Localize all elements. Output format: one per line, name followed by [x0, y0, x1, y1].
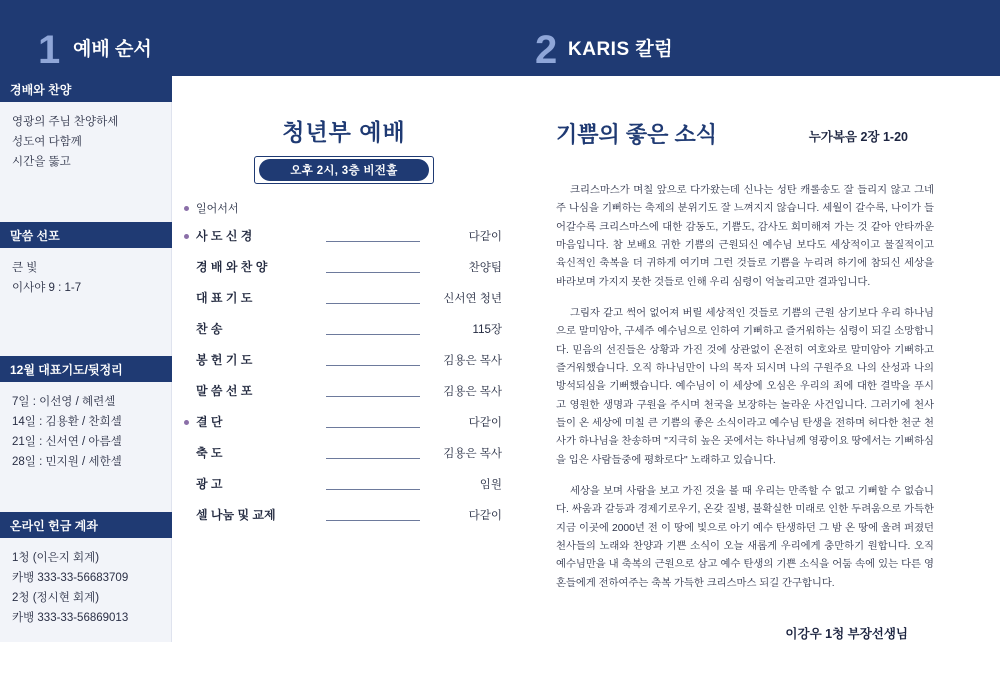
sidebar-line: 영광의 주님 찬양하세	[12, 116, 119, 128]
top-banner	[0, 0, 1000, 76]
leader-line	[326, 272, 420, 273]
leader-line	[326, 396, 420, 397]
leader-line	[326, 427, 420, 428]
sidebar-section-offering-account	[0, 512, 172, 641]
section-title-1: 예배 순서	[73, 39, 152, 60]
article-title: 기쁨의 좋은 소식	[556, 122, 717, 147]
order-label: 축 도	[196, 446, 223, 460]
leader-line	[326, 365, 420, 366]
column-article-panel	[516, 76, 1000, 692]
order-person: 찬양팀	[468, 261, 502, 274]
order-label: 봉 헌 기 도	[196, 353, 253, 367]
order-row	[172, 406, 516, 437]
order-row	[172, 251, 516, 282]
leader-line	[326, 303, 420, 304]
sidebar-line: 7일 : 이선영 / 혜련셀	[12, 396, 116, 408]
sidebar-line: 28일 : 민지원 / 세한셀	[12, 456, 122, 469]
order-label: 말 씀 선 포	[196, 384, 253, 398]
order-row	[172, 499, 516, 530]
sidebar-line: 카뱅 333-33-56683709	[12, 572, 129, 585]
order-person: 김용은 목사	[443, 354, 502, 367]
bullet-dot-icon	[184, 234, 189, 239]
sidebar-line: 1청 (이은지 회계)	[12, 552, 100, 564]
article-signature: 이강우 1청 부장선생님	[785, 627, 908, 641]
order-row	[172, 344, 516, 375]
sidebar-section-prayer-schedule	[0, 356, 172, 485]
banner-section-left	[0, 0, 500, 76]
sidebar-line: 성도여 다함께	[12, 136, 82, 149]
sidebar-line: 시간을 뚫고	[12, 156, 71, 169]
sidebar	[0, 76, 172, 642]
worship-order-title: 청년부 예배	[282, 119, 406, 145]
sidebar-line: 큰 빛	[12, 262, 38, 274]
order-label: 대 표 기 도	[196, 291, 253, 305]
sidebar-body-praise	[0, 102, 172, 184]
order-row	[172, 282, 516, 313]
order-row	[172, 437, 516, 468]
sidebar-line: 2청 (정시현 회계)	[12, 592, 100, 605]
section-number-2: 2	[535, 28, 558, 72]
order-label: 찬 송	[196, 322, 223, 336]
bullet-dot-icon	[184, 420, 189, 425]
leader-line	[326, 520, 420, 521]
sidebar-line: 이사야 9 : 1-7	[12, 282, 82, 295]
article-paragraph: 그림자 같고 썩어 없어져 버릴 세상적인 것들로 기쁨의 근원 삼기보다 우리 하나님으로 말미암아, 구세주 예수님으로 인하여 기뻐하고 즐거워하는 심령이 되길 소망합니다. 믿음의 선진들은 상황과 가진 것에 상관없이 온전히 여호와로 말미암아 기뻐하고 즐거워했습니다. 오직 하나님만이 나의 목자 되시며 나의 구원주요 나의 산성과 나의 방석되심을 기뻐했습니다. 예수님이 이 세상에 오심은 우리의 죄에 대한 결박을 푸시고 영원한 생명과 구원을 주시며 천국을 보장하는 놀라운 사건입니다. 그러기에 천사들이 온 세상에 미칠 큰 기쁨의 좋은 소식이라고 예수님 탄생을 전하며 허다한 천군 천사가 하나님을 찬송하며 "지극히 높은 곳에서는 하나님께 영광이요 땅에서는 기뻐하심을 입은 사람들중에 평화로다" 노래하고 있습니다.	[556, 307, 934, 466]
order-person: 임원	[479, 478, 502, 491]
sidebar-line: 14일 : 김용환 / 찬희셀	[12, 416, 122, 429]
leader-line	[326, 334, 420, 335]
worship-time-badge: 오후 2시, 3층 비전홀	[259, 159, 429, 181]
leader-line	[326, 458, 420, 459]
order-label: 경 배 와 찬 양	[196, 260, 268, 274]
sidebar-body-sermon	[0, 248, 172, 310]
sidebar-heading-prayer-schedule: 12월 대표기도/뒷정리	[0, 356, 172, 382]
order-person: 김용은 목사	[443, 385, 502, 398]
sidebar-section-praise	[0, 76, 172, 184]
order-person: 115장	[472, 323, 502, 336]
order-person: 신서연 청년	[443, 292, 502, 305]
order-label: 셀 나눔 및 교제	[196, 508, 276, 522]
order-person: 다같이	[468, 416, 502, 429]
sidebar-line: 21일 : 신서연 / 아름셀	[12, 436, 122, 449]
order-row	[172, 196, 516, 220]
sidebar-heading-sermon: 말씀 선포	[0, 222, 172, 248]
article-body	[556, 182, 934, 606]
sidebar-heading-offering-account: 온라인 헌금 계좌	[0, 512, 172, 538]
order-row	[172, 375, 516, 406]
sidebar-line: 카뱅 333-33-56869013	[12, 612, 129, 625]
order-label: 일어서서	[196, 203, 239, 215]
order-label: 결 단	[196, 415, 223, 429]
order-row	[172, 220, 516, 251]
order-person: 다같이	[468, 509, 502, 522]
article-scripture-reference: 누가복음 2장 1-20	[808, 130, 908, 144]
order-row	[172, 313, 516, 344]
sidebar-heading-praise: 경배와 찬양	[0, 76, 172, 102]
sidebar-body-prayer-schedule	[0, 382, 172, 485]
article-paragraph: 세상을 보며 사람을 보고 가진 것을 볼 때 우리는 만족할 수 없고 기뻐할 수 없습니다. 싸움과 갈등과 경제기로우기, 온갖 질병, 불확실한 미래로 인한 두려움으로 가득한 지금 이곳에 2000년 전 이 땅에 빛으로 아기 예수 탄생하던 그 밤 온 땅에 울려 퍼졌던 천사들의 노래와 찬양과 기쁜 소식이 오늘 새롭게 우리에게 충만하기 원합니다. 오직 예수님만을 내 축복의 근원으로 삼고 예수 탄생의 기쁜 소식을 어둠 속에 있는 다른 영혼들에게 전하여주는 축복 가득한 크리스마스 되길 간구합니다.	[556, 485, 934, 589]
worship-order-panel	[172, 76, 516, 692]
article-paragraph: 크리스마스가 며칠 앞으로 다가왔는데 신나는 성탄 캐롤송도 잘 들리지 않고 그네주 나심을 기뻐하는 축제의 분위기도 잘 느껴지지 않습니다. 세월이 갈수록, 나이가 들어갈수록 크리스마스에 대한 감동도, 기쁨도, 감사도 희미해져 가는 것 같아 안타까운 마음입니다. 참 보배요 귀한 기쁨의 근원되신 예수님 보다도 세상적이고 물질적이고 육신적인 축복을 더 귀하게 여기며 그런 것들로 기쁨을 누리려 하기에 참되신 세상을 바라보며 가지지 못한 것들로 인해 우리 심령이 억눌리고만 결과입니다.	[556, 185, 934, 288]
worship-order-list	[172, 196, 516, 530]
order-person: 김용은 목사	[443, 447, 502, 460]
leader-line	[326, 489, 420, 490]
sidebar-section-sermon	[0, 222, 172, 310]
leader-line	[326, 241, 420, 242]
order-label: 광 고	[196, 477, 223, 491]
sidebar-body-offering-account	[0, 538, 172, 641]
section-number-1: 1	[38, 28, 61, 72]
order-person: 다같이	[468, 230, 502, 243]
section-title-2: KARIS 칼럼	[568, 39, 674, 60]
bullet-dot-icon	[184, 206, 189, 211]
order-label: 사 도 신 경	[196, 229, 253, 243]
order-row	[172, 468, 516, 499]
